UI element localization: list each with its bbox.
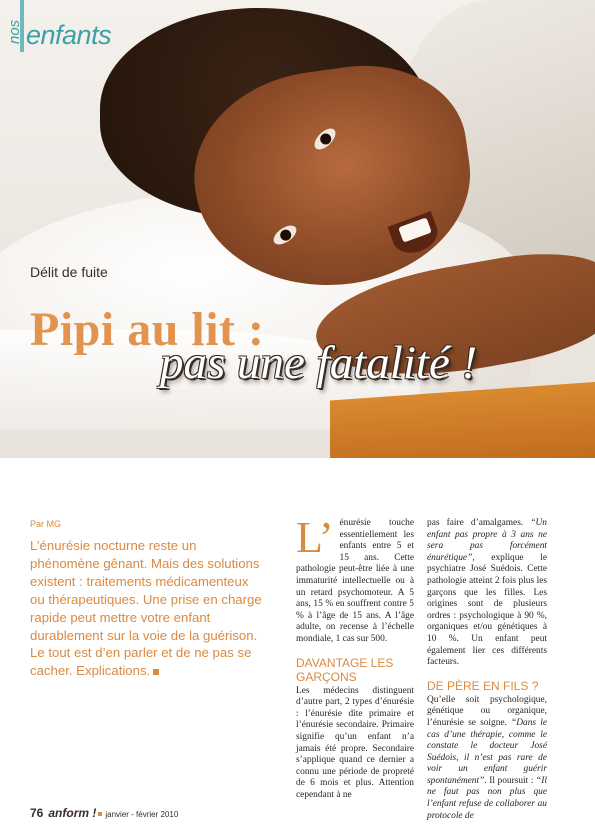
lead-paragraph: [30, 537, 262, 680]
body-column-2: [427, 518, 547, 822]
byline: Par MG: [30, 519, 62, 529]
article-title-line2: pas une fatalité !: [160, 337, 478, 389]
drop-cap: L’: [296, 513, 334, 562]
quote-text: “Il ne faut pas non plus que l’enfant refuse de collaborer au protocole de: [427, 775, 547, 821]
section-tag: [0, 0, 150, 56]
article-title-line1: Pipi au lit :: [30, 303, 265, 356]
body-text: pas faire d’amalgames.: [427, 518, 531, 528]
quote-text: “Un enfant pas propre à 3 ans ne sera pas forcément énurétique”: [427, 518, 547, 563]
body-text: énurésie touche essentiellement les enfants entre 5 et 15 ans. Cette pathologie peut-être liée à une immaturité intellectuelle ou à un retard psychomoteur. A 5 ans, 15 % en souffrent contre 5 % à l’âge de 15 ans. A l’âge adulte, on recense à l’échelle mondiale, 1 cas sur 500.: [296, 518, 414, 644]
end-square-icon: [153, 669, 159, 675]
subhead-pere-en-fils: DE PÈRE EN FILS ?: [427, 678, 539, 693]
article-kicker: Délit de fuite: [30, 264, 108, 280]
body-text: Qu’elle soit psychologique, génétique ou organique, l’énurésie se soigne.: [427, 694, 547, 728]
subhead-garcons: DAVANTAGE LES GARÇONS: [296, 655, 394, 684]
quote-text: “Dans le cas d’une thérapie, comme le constate le docteur José Suédois, il n’est pas rare de voir un enfant guérir spontanément”: [427, 717, 547, 786]
body-paragraph: [427, 518, 547, 669]
body-text: , explique le psychiatre José Suédois. Cette pathologie atteint 2 fois plus les garçons que les filles. Les origines sont de plusieurs ordres : psychologique à 90 %, organiques et/ou génétiques à 10 %. Un enfant peut également lier ces différents facteurs.: [427, 552, 547, 668]
issue-date: janvier - février 2010: [105, 810, 179, 819]
footer-square-icon: [98, 812, 102, 816]
body-paragraph: [296, 513, 414, 646]
body-column-1: [296, 513, 414, 801]
body-paragraph: [427, 695, 547, 823]
page-footer: [30, 806, 178, 820]
section-enfants: enfants: [26, 20, 112, 50]
body-text: . Il poursuit :: [484, 775, 537, 786]
page-number: 76: [30, 806, 44, 820]
lead-text: L’énurésie nocturne reste un phénomène gênant. Mais des solutions existent : traitements médicamenteux ou thérapeutiques. Une prise en charge rapide peut mettre votre enfant durablement sur la voie de la guérison. Le tout est d’en parler et de ne pas se cacher. Explications.: [30, 538, 262, 679]
body-paragraph: Les médecins distinguent d’autre part, 2 types d’énurésie : l’énurésie dite primaire et l’énurésie secondaire. Primaire signifie qu’un enfant n’a jamais été propre. Secondaire s’applique quand ce dernier a connu une période de propreté de 6 mois et plus. Attention cependant à ne: [296, 685, 414, 800]
magazine-brand: anform !: [48, 806, 97, 820]
section-nos: nos: [6, 19, 23, 44]
